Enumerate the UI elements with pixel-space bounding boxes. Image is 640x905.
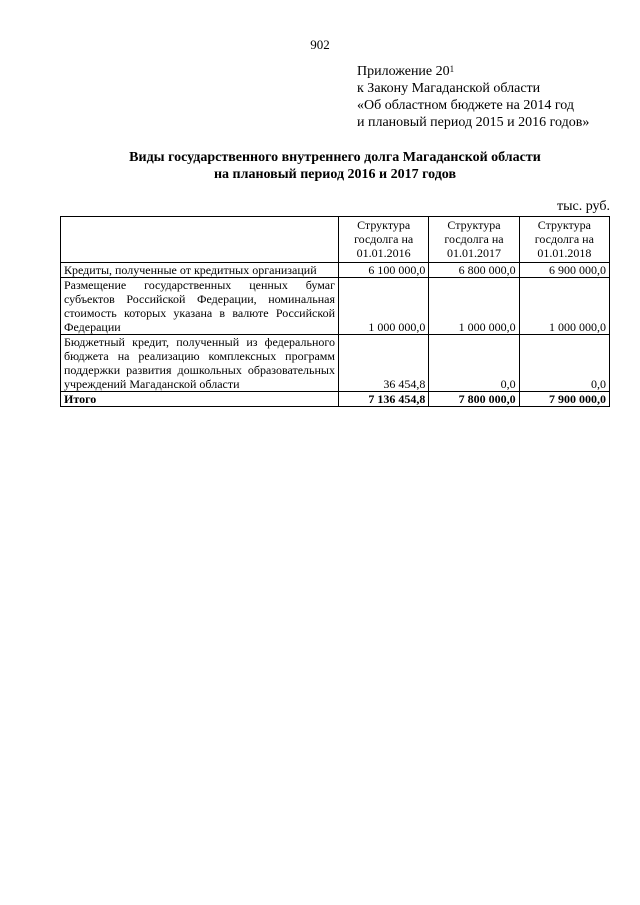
value-cell: 6 900 000,0 — [519, 263, 609, 278]
table-row — [61, 335, 610, 392]
table-row — [61, 263, 610, 278]
table-header-row — [61, 217, 610, 263]
units-label: тыс. руб. — [557, 199, 610, 214]
debt-structure-table — [60, 216, 610, 407]
value-cell: 1 000 000,0 — [429, 278, 519, 335]
document-title-line-2: на плановый период 2016 и 2017 годов — [213, 167, 457, 182]
value-cell: 6 100 000,0 — [339, 263, 429, 278]
value-cell: 36 454,8 — [339, 335, 429, 392]
header-blank-cell — [61, 217, 339, 263]
header-cell-2016: Структура госдолга на 01.01.2016 — [339, 217, 429, 263]
value-cell: 0,0 — [429, 335, 519, 392]
appendix-line-4: и плановый период 2015 и 2016 годов» — [357, 115, 590, 130]
document-title-line-1: Виды государственного внутреннего долга Магаданской области — [129, 150, 541, 165]
appendix-line-3: «Об областном бюджете на 2014 год — [357, 98, 574, 113]
total-value-cell: 7 136 454,8 — [339, 392, 429, 407]
row-name-cell: Размещение государственных ценных бумаг субъектов Российской Федерации, номинальная стоимость которых указана в валюте Российской Федерации — [61, 278, 339, 335]
total-value-cell: 7 900 000,0 — [519, 392, 609, 407]
total-value-cell: 7 800 000,0 — [429, 392, 519, 407]
value-cell: 1 000 000,0 — [519, 278, 609, 335]
total-label-cell: Итого — [61, 392, 339, 407]
page-number: 902 — [310, 37, 330, 52]
value-cell: 1 000 000,0 — [339, 278, 429, 335]
appendix-line-2: к Закону Магаданской области — [357, 81, 541, 96]
header-cell-2017: Структура госдолга на 01.01.2017 — [429, 217, 519, 263]
appendix-line-1: Приложение $20^1$ — [357, 64, 455, 79]
header-cell-2018: Структура госдолга на 01.01.2018 — [519, 217, 609, 263]
document-title — [0, 149, 640, 183]
row-name-cell: Бюджетный кредит, полученный из федерального бюджета на реализацию комплексных программ поддержки развития дошкольных образовательных учреждений Магаданской области — [61, 335, 339, 392]
value-cell: 0,0 — [519, 335, 609, 392]
appendix-superscript: 1 — [449, 64, 455, 74]
appendix-header — [357, 63, 589, 131]
value-cell: 6 800 000,0 — [429, 263, 519, 278]
row-name-cell: Кредиты, полученные от кредитных организаций — [61, 263, 339, 278]
table-row — [61, 278, 610, 335]
total-row — [61, 392, 610, 407]
